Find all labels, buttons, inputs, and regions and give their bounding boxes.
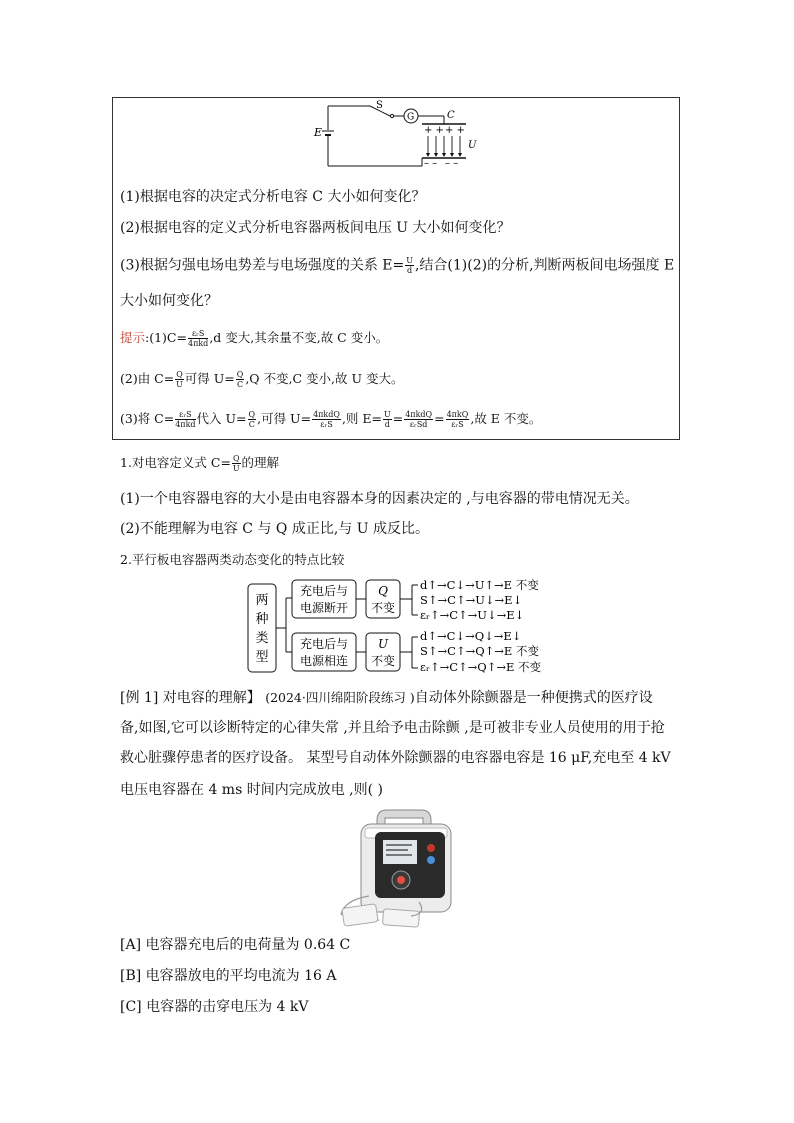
option-b[interactable]: [B] 电容器放电的平均电流为 16 A [120, 968, 337, 984]
question-2: (2)根据电容的定义式分析电容器两板间电压 U 大小如何变化？ [120, 220, 511, 236]
change-row: εᵣ↑→C↑→U↓→E↓ [420, 608, 525, 622]
hint-label: 提示 [120, 330, 146, 345]
section1-title: 1.对电容定义式 C= $\frac{Q}{U}$ 的理解 [120, 454, 280, 473]
option-c[interactable]: [C] 电容器的击穿电压为 4 kV [120, 999, 309, 1015]
example-line-1: [例 1] 对电容的理解】 (2024·四川绵阳阶段练习 )自动体外除颤器是一种便携式的医疗设 [120, 690, 653, 706]
label-S: S [376, 100, 383, 111]
answer-3: (3)将 C= $\frac{\text{εᵣS}}{\text{4πkd}}$ 代入 U= $\frac{Q}{C}$ ,可得 U= $\frac{\text{4πkdQ}}{\text{εᵣS}}$ ,则 E= $\frac{U}{d}$ = $\frac{\text{4πkdQ}}{\text{εᵣSd}}$ = $\frac{\text{4πkQ}}{\text{εᵣS}}$ ,故 E 不变。 [120, 410, 542, 429]
answer-2: (2)由 C= $\frac{Q}{U}$ 可得 U= $\frac{Q}{C}$ ,Q 不变,C 变小,故 U 变大。 [120, 370, 404, 389]
defibrillator-image [335, 806, 465, 932]
example-line-4: 电压电容器在 4 ms 时间内完成放电 ,则( ) [120, 782, 383, 798]
change-row: d↑→C↓→U↑→E 不变 [420, 578, 539, 592]
svg-text:Q: Q [378, 584, 388, 598]
svg-text:– –: – – [424, 158, 438, 169]
question-3-cont: 大小如何变化？ [120, 293, 218, 309]
svg-text:充电后与: 充电后与 [299, 584, 349, 598]
label-G: G [407, 112, 415, 123]
svg-text:电源断开: 电源断开 [299, 601, 349, 615]
example-line-2: 备,如图,它可以诊断特定的心律失常 ,并且给予电击除颤 ,是可被非专业人员使用的用于抢 [120, 720, 665, 736]
change-row: εᵣ↑→C↑→Q↑→E 不变 [420, 660, 542, 674]
svg-text:+ +: + + [424, 125, 444, 136]
option-a[interactable]: [A] 电容器充电后的电荷量为 0.64 C [120, 937, 351, 953]
label-E: E [314, 126, 323, 139]
section1-point-1: (1)一个电容器电容的大小是由电容器本身的因素决定的 ,与电容器的带电情况无关。 [120, 491, 639, 507]
answer-1: 提示:(1)C= $\frac{\text{εᵣS}}{\text{4πkd}}$ ,d 变大,其余量不变,故 C 变小。 [120, 329, 389, 348]
circuit-diagram [300, 100, 490, 172]
root-label: 两种类型 [255, 593, 269, 665]
change-row: d↑→C↓→Q↓→E↓ [420, 629, 522, 643]
svg-text:电源相连: 电源相连 [299, 654, 349, 668]
question-1: (1)根据电容的决定式分析电容 C 大小如何变化？ [120, 189, 426, 205]
label-C: C [447, 110, 455, 121]
svg-text:不变: 不变 [370, 654, 396, 668]
change-row: S↑→C↑→U↓→E↓ [420, 593, 523, 607]
question-3: (3)根据匀强电场电势差与电场强度的关系 E= $\frac{U}{d}$ ,结合(1)(2)的分析,判断两板间电场强度 E [120, 256, 675, 275]
svg-text:充电后与: 充电后与 [299, 637, 349, 651]
svg-text:– –: – – [445, 158, 459, 169]
section1-point-2: (2)不能理解为电容 C 与 Q 成正比,与 U 成反比。 [120, 521, 429, 537]
label-U: U [468, 140, 477, 151]
svg-text:+ +: + + [445, 125, 465, 136]
example-line-3: 救心脏骤停患者的医疗设备。 某型号自动体外除颤器的电容器电容是 16 μF,充电至 4 kV [120, 750, 671, 766]
example-label: [例 1] [120, 690, 159, 706]
svg-text:U: U [377, 637, 389, 651]
change-row: S↑→C↑→Q↑→E 不变 [420, 644, 539, 658]
svg-text:不变: 不变 [370, 601, 396, 615]
dynamic-change-diagram [246, 576, 556, 678]
section2-title: 2.平行板电容器两类动态变化的特点比较 [120, 552, 345, 567]
